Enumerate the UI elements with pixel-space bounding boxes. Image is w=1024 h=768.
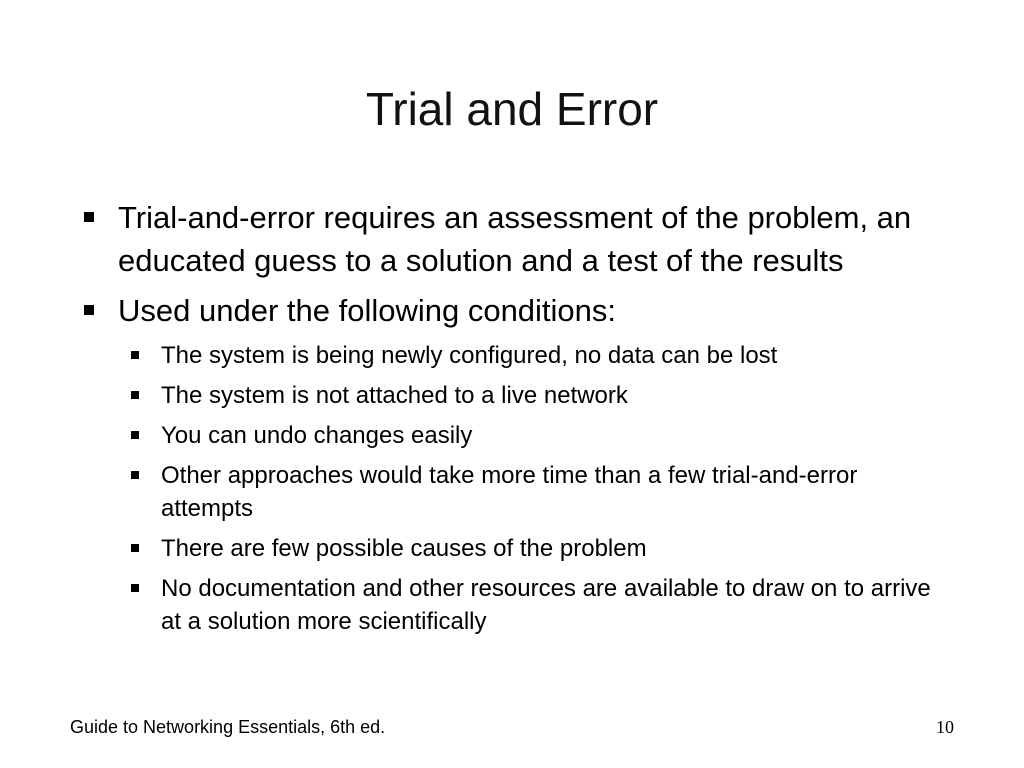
sub-bullet-text: The system is being newly configured, no data can be lost	[161, 342, 778, 369]
page-number: 10	[936, 717, 954, 737]
sub-bullet-list	[78, 339, 938, 638]
bullet-item	[78, 289, 938, 332]
sub-bullet-item	[78, 572, 938, 638]
bullet-text: Trial-and-error requires an assessment of the problem, an educated guess to a solution and a test of the results	[118, 200, 912, 278]
square-bullet-icon	[131, 584, 139, 592]
sub-bullet-item	[78, 379, 938, 412]
slide-body	[78, 196, 938, 645]
bullet-text: Used under the following conditions:	[118, 293, 617, 328]
square-bullet-icon	[84, 305, 94, 315]
sub-bullet-text: No documentation and other resources are available to draw on to arrive at a solution more scientifically	[161, 575, 931, 635]
square-bullet-icon	[131, 471, 139, 479]
sub-bullet-text: You can undo changes easily	[161, 422, 473, 449]
footer-source: Guide to Networking Essentials, 6th ed.	[70, 717, 386, 737]
sub-bullet-item	[78, 339, 938, 372]
sub-bullet-item	[78, 419, 938, 452]
sub-bullet-text: Other approaches would take more time than a few trial-and-error attempts	[161, 462, 858, 522]
square-bullet-icon	[131, 544, 139, 552]
sub-bullet-item	[78, 532, 938, 565]
sub-bullet-text: There are few possible causes of the problem	[161, 535, 647, 562]
sub-bullet-text: The system is not attached to a live network	[161, 382, 628, 409]
bullet-item	[78, 196, 938, 282]
sub-bullet-item	[78, 459, 938, 525]
slide-title: Trial and Error	[365, 83, 659, 135]
square-bullet-icon	[84, 212, 94, 222]
square-bullet-icon	[131, 391, 139, 399]
square-bullet-icon	[131, 431, 139, 439]
square-bullet-icon	[131, 351, 139, 359]
